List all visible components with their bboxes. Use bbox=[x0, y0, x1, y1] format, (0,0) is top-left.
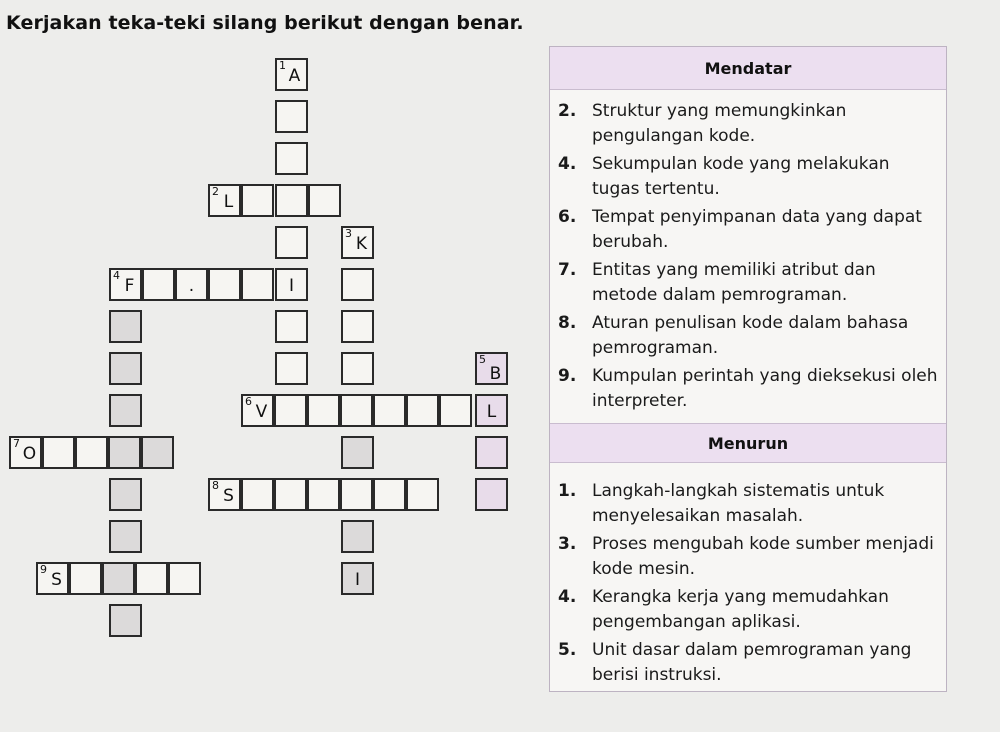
crossword-cell[interactable] bbox=[9, 436, 42, 469]
clue-item bbox=[558, 479, 938, 529]
crossword-cell[interactable] bbox=[241, 184, 274, 217]
crossword-cell[interactable] bbox=[340, 478, 373, 511]
clue-text: Unit dasar dalam pemrograman yang berisi instruksi. bbox=[592, 640, 912, 685]
clue-panel bbox=[549, 46, 947, 692]
cell-letter: I bbox=[288, 276, 294, 296]
crossword-cell[interactable] bbox=[475, 352, 508, 385]
crossword-cell[interactable] bbox=[241, 394, 274, 427]
crossword-cell[interactable] bbox=[439, 394, 472, 427]
clue-number: 8. bbox=[558, 313, 577, 333]
clue-text: Tempat penyimpanan data yang dapat berubah. bbox=[592, 207, 922, 252]
clue-number: 4. bbox=[558, 587, 577, 607]
clue-item bbox=[558, 258, 938, 308]
crossword-cell[interactable] bbox=[108, 436, 141, 469]
cell-letter: A bbox=[288, 66, 301, 86]
crossword-cell[interactable] bbox=[109, 604, 142, 637]
crossword-cell[interactable] bbox=[102, 562, 135, 595]
crossword-cell[interactable] bbox=[208, 478, 241, 511]
clue-number: 9. bbox=[558, 366, 577, 386]
cell-letter: S bbox=[223, 486, 234, 506]
crossword-cell[interactable] bbox=[373, 478, 406, 511]
cell-letter: V bbox=[255, 402, 268, 422]
crossword-cell[interactable] bbox=[109, 478, 142, 511]
cell-letter: O bbox=[22, 444, 37, 464]
clue-item bbox=[558, 532, 938, 582]
crossword-cell[interactable] bbox=[341, 352, 374, 385]
crossword-cell[interactable] bbox=[275, 352, 308, 385]
clue-item bbox=[558, 638, 938, 688]
clue-number: 7. bbox=[558, 260, 577, 280]
crossword-cell[interactable] bbox=[341, 310, 374, 343]
clue-number: 1 bbox=[279, 59, 286, 72]
crossword-cell[interactable] bbox=[475, 436, 508, 469]
crossword-cell[interactable] bbox=[274, 478, 307, 511]
crossword-cell[interactable] bbox=[274, 394, 307, 427]
crossword-cell[interactable] bbox=[42, 436, 75, 469]
clue-item bbox=[558, 311, 938, 361]
clue-text: Struktur yang memungkinkan pengulangan kode. bbox=[592, 101, 847, 146]
crossword-cell[interactable] bbox=[275, 226, 308, 259]
clue-number: 5. bbox=[558, 640, 577, 660]
clue-item bbox=[558, 205, 938, 255]
clue-number: 9 bbox=[40, 563, 47, 576]
crossword-cell[interactable] bbox=[208, 184, 241, 217]
crossword-cell[interactable] bbox=[175, 268, 208, 301]
clue-number: 1. bbox=[558, 481, 577, 501]
mendatar-heading: Mendatar bbox=[550, 47, 946, 90]
crossword-cell[interactable] bbox=[208, 268, 241, 301]
crossword-cell[interactable] bbox=[168, 562, 201, 595]
clue-number: 4 bbox=[113, 269, 120, 282]
crossword-cell[interactable] bbox=[69, 562, 102, 595]
crossword-cell[interactable] bbox=[275, 184, 308, 217]
crossword-cell[interactable] bbox=[373, 394, 406, 427]
crossword-cell[interactable] bbox=[141, 436, 174, 469]
crossword-cell[interactable] bbox=[475, 478, 508, 511]
crossword-cell[interactable] bbox=[406, 394, 439, 427]
crossword-cell[interactable] bbox=[341, 436, 374, 469]
crossword-cell[interactable] bbox=[340, 394, 373, 427]
clue-number: 8 bbox=[212, 479, 219, 492]
clue-number: 3 bbox=[345, 227, 352, 240]
cell-letter: B bbox=[489, 364, 502, 384]
clue-number: 3. bbox=[558, 534, 577, 554]
crossword-cell[interactable] bbox=[241, 268, 274, 301]
crossword-cell[interactable] bbox=[109, 394, 142, 427]
crossword-cell[interactable] bbox=[36, 562, 69, 595]
crossword-cell[interactable] bbox=[308, 184, 341, 217]
crossword-cell[interactable] bbox=[307, 478, 340, 511]
crossword-cell[interactable] bbox=[135, 562, 168, 595]
clue-number: 4. bbox=[558, 154, 577, 174]
crossword-cell[interactable] bbox=[341, 226, 374, 259]
clue-number: 2. bbox=[558, 101, 577, 121]
crossword-cell[interactable] bbox=[75, 436, 108, 469]
cell-letter: I bbox=[354, 570, 360, 590]
clue-item bbox=[558, 364, 938, 414]
clue-number: 6 bbox=[245, 395, 252, 408]
crossword-cell[interactable] bbox=[275, 142, 308, 175]
clue-text: Kumpulan perintah yang dieksekusi oleh interpreter. bbox=[592, 366, 938, 411]
crossword-cell[interactable] bbox=[109, 310, 142, 343]
crossword-cell[interactable] bbox=[307, 394, 340, 427]
crossword-cell[interactable] bbox=[475, 394, 508, 427]
cell-letter: . bbox=[188, 276, 195, 296]
clue-number: 7 bbox=[13, 437, 20, 450]
clue-text: Sekumpulan kode yang melakukan tugas tertentu. bbox=[592, 154, 890, 199]
crossword-cell[interactable] bbox=[341, 268, 374, 301]
crossword-cell[interactable] bbox=[275, 268, 308, 301]
clue-item bbox=[558, 585, 938, 635]
crossword-cell[interactable] bbox=[341, 520, 374, 553]
crossword-cell[interactable] bbox=[406, 478, 439, 511]
clue-text: Proses mengubah kode sumber menjadi kode mesin. bbox=[592, 534, 934, 579]
crossword-cell[interactable] bbox=[109, 268, 142, 301]
clue-item bbox=[558, 152, 938, 202]
clue-item bbox=[558, 99, 938, 149]
crossword-cell[interactable] bbox=[109, 352, 142, 385]
crossword-cell[interactable] bbox=[142, 268, 175, 301]
cell-letter: S bbox=[51, 570, 62, 590]
crossword-cell[interactable] bbox=[241, 478, 274, 511]
crossword-cell[interactable] bbox=[341, 562, 374, 595]
crossword-cell[interactable] bbox=[275, 310, 308, 343]
clue-text: Entitas yang memiliki atribut dan metode dalam pemrograman. bbox=[592, 260, 876, 305]
menurun-heading: Menurun bbox=[550, 423, 946, 463]
clue-text: Kerangka kerja yang memudahkan pengembangan aplikasi. bbox=[592, 587, 889, 632]
clue-text: Aturan penulisan kode dalam bahasa pemrograman. bbox=[592, 313, 909, 358]
instruction-title: Kerjakan teka-teki silang berikut dengan benar. bbox=[6, 12, 524, 34]
cell-letter: F bbox=[124, 276, 135, 296]
cell-letter: K bbox=[355, 234, 368, 254]
clue-number: 6. bbox=[558, 207, 577, 227]
clue-number: 2 bbox=[212, 185, 219, 198]
cell-letter: L bbox=[486, 402, 497, 422]
crossword-cell[interactable] bbox=[109, 520, 142, 553]
cell-letter: L bbox=[223, 192, 234, 212]
crossword-cell[interactable] bbox=[275, 58, 308, 91]
crossword-cell[interactable] bbox=[275, 100, 308, 133]
clue-number: 5 bbox=[479, 353, 486, 366]
clue-text: Langkah-langkah sistematis untuk menyelesaikan masalah. bbox=[592, 481, 885, 526]
